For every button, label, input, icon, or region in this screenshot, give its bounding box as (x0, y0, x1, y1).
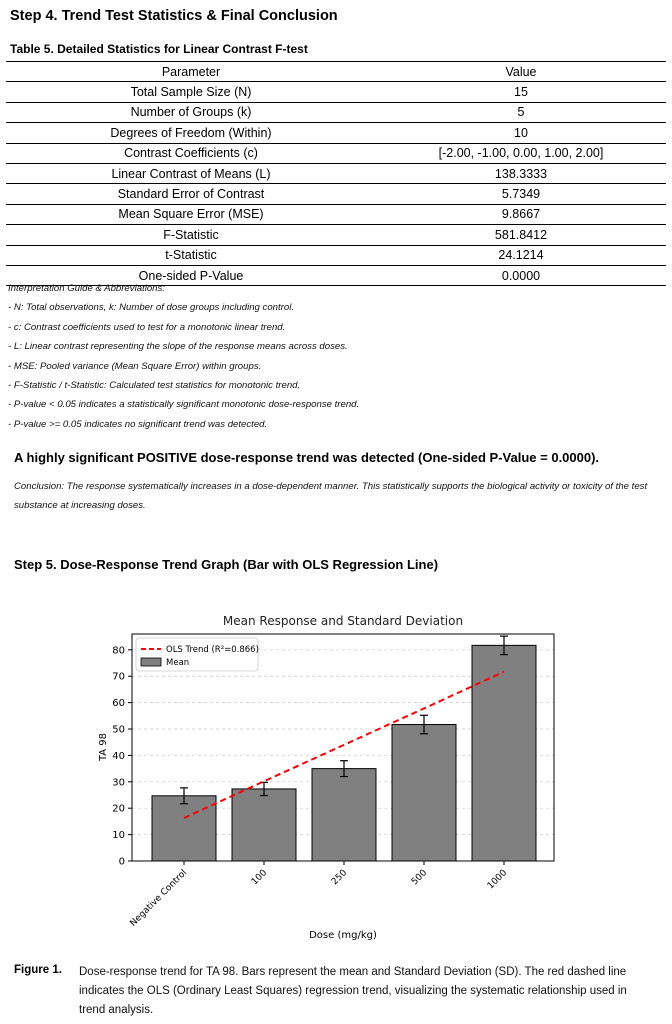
table-header-parameter: Parameter (6, 62, 376, 82)
y-tick-label: 60 (112, 698, 125, 710)
table-cell: 5 (376, 102, 666, 122)
table-cell: 581.8412 (376, 225, 666, 245)
table-cell: 5.7349 (376, 184, 666, 204)
x-axis-ticks (128, 861, 509, 929)
conclusion-text: Conclusion: The response systematically increases in a dose-dependent manner. This statistically supports the biological activity or toxicity of the test substance at increasing doses. (14, 481, 648, 511)
bar (472, 645, 536, 861)
figure-label: Figure 1. (14, 964, 62, 976)
y-axis-label: TA 98 (98, 732, 109, 762)
dose-response-chart (0, 600, 672, 945)
table-cell: 10 (376, 123, 666, 143)
step4-heading: Step 4. Trend Test Statistics & Final Conclusion (10, 8, 338, 24)
y-tick-label: 50 (112, 724, 125, 736)
x-tick-label: 500 (409, 868, 430, 888)
chart-title: Mean Response and Standard Deviation (222, 614, 464, 628)
table-cell: Total Sample Size (N) (6, 82, 376, 102)
x-tick-label: 100 (249, 868, 270, 888)
table-row (6, 225, 666, 245)
y-tick-label: 40 (112, 750, 125, 762)
interpretation-guide (8, 279, 359, 434)
table-cell: 15 (376, 82, 666, 102)
table-cell: Mean Square Error (MSE) (6, 204, 376, 224)
x-axis-label: Dose (mg/kg) (309, 930, 377, 941)
table-row (6, 123, 666, 143)
y-axis-ticks (112, 645, 132, 867)
table-cell: 138.3333 (376, 163, 666, 183)
guide-item: - P-value >= 0.05 indicates no significant trend was detected. (8, 418, 268, 430)
x-tick-label: 250 (329, 868, 350, 888)
table-row (6, 204, 666, 224)
y-tick-label: 70 (112, 671, 125, 683)
chart-bars (152, 645, 536, 861)
table-cell: 9.8667 (376, 204, 666, 224)
bar (312, 769, 376, 861)
legend-trend-label: OLS Trend (R²=0.866) (166, 645, 259, 655)
table-row (6, 102, 666, 122)
table-row (6, 245, 666, 265)
table-title: Table 5. Detailed Statistics for Linear Contrast F-test (10, 42, 308, 56)
x-tick-label: Negative Control (128, 868, 190, 929)
guide-item: - MSE: Pooled variance (Mean Square Error) within groups. (8, 360, 262, 372)
legend-mean-swatch (141, 658, 161, 666)
table-cell: [-2.00, -1.00, 0.00, 1.00, 2.00] (376, 143, 666, 163)
statistics-table (6, 61, 666, 286)
table-cell: 0.0000 (376, 265, 666, 285)
y-tick-label: 10 (112, 830, 125, 842)
table-cell: t-Statistic (6, 245, 376, 265)
table-cell: 24.1214 (376, 245, 666, 265)
table-cell: One-sided P-Value (6, 265, 376, 285)
y-tick-label: 20 (112, 803, 125, 815)
table-row (6, 143, 666, 163)
bar (152, 796, 216, 861)
x-tick-label: 1000 (485, 868, 510, 892)
y-tick-label: 0 (118, 856, 125, 868)
guide-item: - c: Contrast coefficients used to test for a monotonic linear trend. (8, 321, 286, 333)
step5-heading: Step 5. Dose-Response Trend Graph (Bar with OLS Regression Line) (14, 557, 439, 572)
guide-title: Interpretation Guide & Abbreviations: (8, 283, 165, 294)
y-tick-label: 80 (112, 645, 125, 657)
table-row (6, 82, 666, 102)
trend-headline: A highly significant POSITIVE dose-response trend was detected (One-sided P-Value = 0.0000). (14, 450, 600, 465)
table-header-value: Value (376, 62, 666, 82)
table-cell: Linear Contrast of Means (L) (6, 163, 376, 183)
chart-legend (136, 638, 259, 671)
table-cell: Number of Groups (k) (6, 102, 376, 122)
guide-item: - N: Total observations, k: Number of dose groups including control. (8, 302, 295, 314)
bar (392, 725, 456, 861)
guide-item: - F-Statistic / t-Statistic: Calculated test statistics for monotonic trend. (8, 379, 301, 391)
figure-caption: Dose-response trend for TA 98. Bars represent the mean and Standard Deviation (SD). The red dashed line indicates the OLS (Ordinary Least Squares) regression trend, visualizing the systematic relationship used in trend analysis. (79, 966, 627, 1016)
table-header-row (6, 62, 666, 82)
table-cell: F-Statistic (6, 225, 376, 245)
guide-item: - P-value < 0.05 indicates a statistically significant monotonic dose-response trend. (8, 399, 360, 411)
table-cell: Standard Error of Contrast (6, 184, 376, 204)
bar (232, 789, 296, 861)
table-cell: Degrees of Freedom (Within) (6, 123, 376, 143)
table-cell: Contrast Coefficients (c) (6, 143, 376, 163)
guide-item: - L: Linear contrast representing the slope of the response means across doses. (8, 341, 348, 353)
table-row (6, 163, 666, 183)
table-row (6, 184, 666, 204)
legend-mean-label: Mean (166, 658, 190, 668)
y-tick-label: 30 (112, 777, 125, 789)
